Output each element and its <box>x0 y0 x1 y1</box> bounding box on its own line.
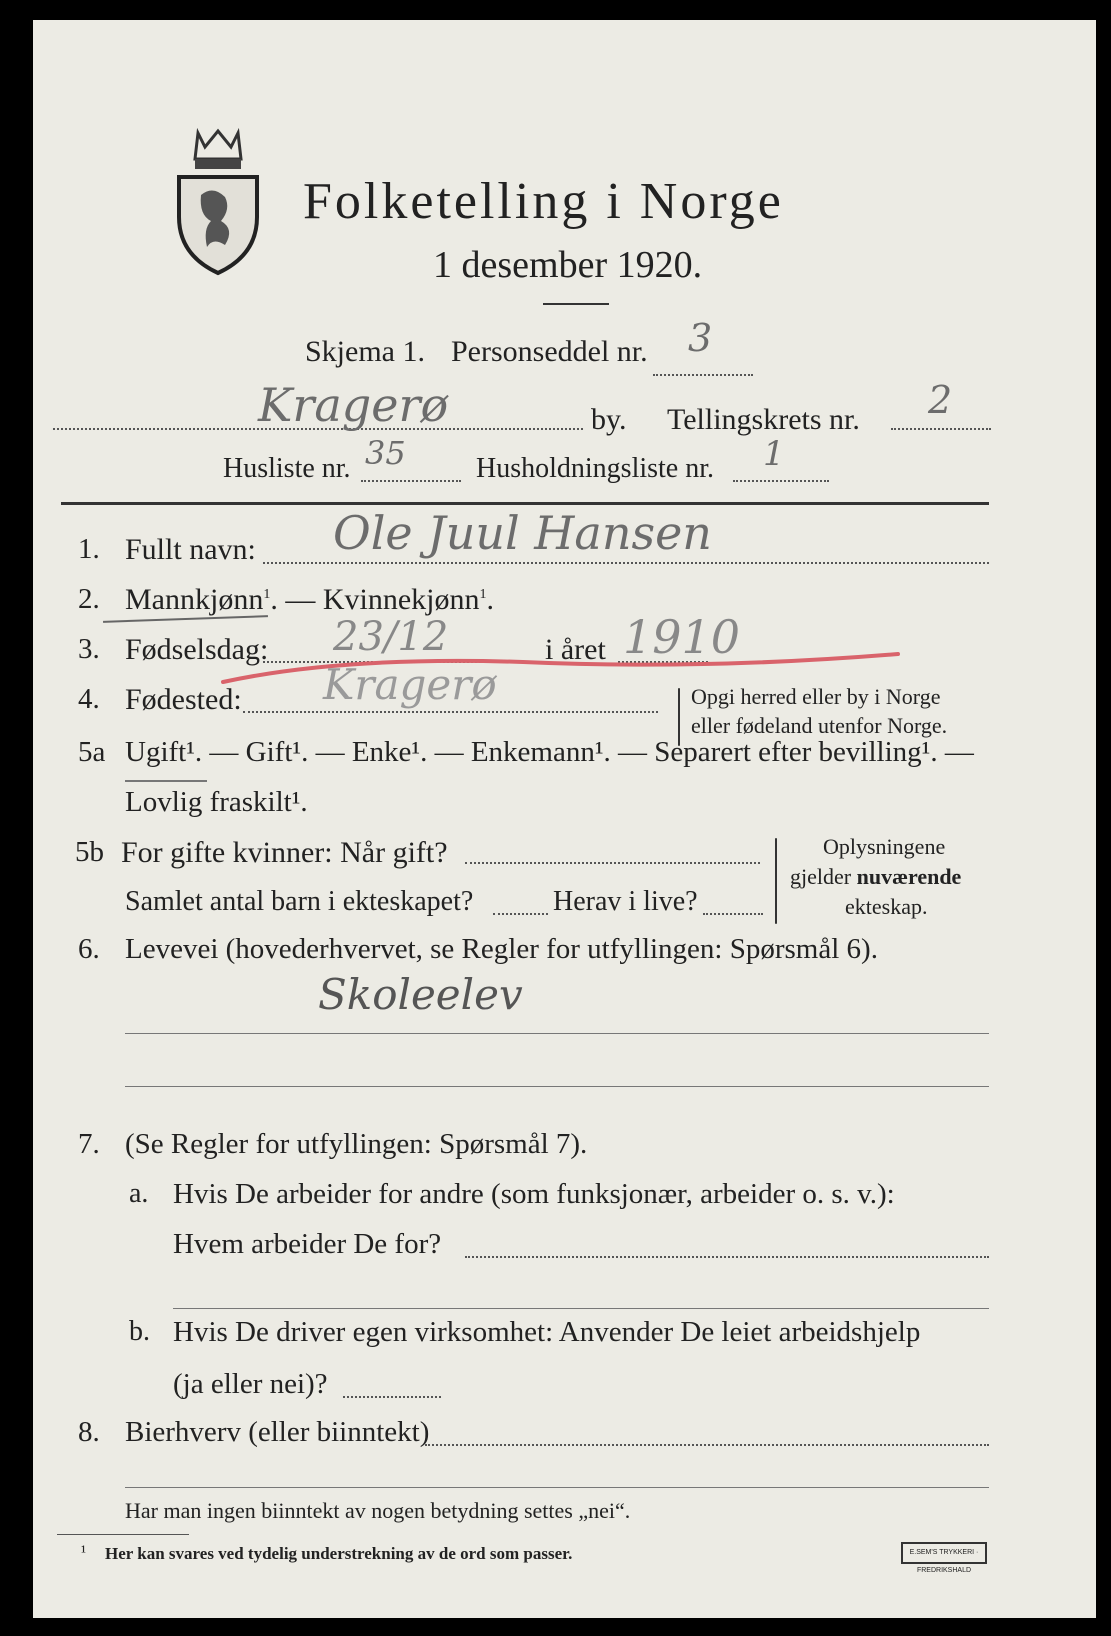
q7a-line2 <box>173 1308 989 1309</box>
q6-value-occupation[interactable]: Skoleelev <box>318 970 523 1019</box>
q5b-note-gjelder: gjelder <box>790 864 857 889</box>
q5b-alive-line <box>703 913 763 915</box>
personseddel-line <box>653 374 753 376</box>
skjema-label: Skjema 1. <box>305 335 425 368</box>
q2-options: Mannkjønn$^1$. — Kvinnekjønn$^1$. <box>125 583 494 616</box>
husholdning-value[interactable]: 1 <box>763 434 785 474</box>
q5b-note-bracket <box>775 838 777 924</box>
q7b-letter: b. <box>129 1316 150 1347</box>
q7b-label: Hvis De driver egen virksomhet: Anvender De leiet arbeidshjelp <box>173 1316 921 1348</box>
q1-label: Fullt navn: <box>125 533 256 566</box>
q8-note: Har man ingen biinntekt av nogen betydning settes „nei“. <box>125 1498 631 1523</box>
q4-line <box>243 711 658 713</box>
q5b-note-line1: Oplysningene <box>823 834 946 859</box>
q4-number: 4. <box>78 683 100 715</box>
q3-year-value[interactable]: 1910 <box>623 610 741 664</box>
form-date: 1 desember 1920. <box>433 244 703 286</box>
census-form-page <box>33 20 1096 1618</box>
q8-line2 <box>125 1487 989 1488</box>
by-value[interactable]: Kragerø <box>258 378 449 432</box>
q7a-label: Hvis De arbeider for andre (som funksjonær, arbeider o. s. v.): <box>173 1178 895 1210</box>
printer-stamp: E.SEM'S TRYKKERI · FREDRIKSHALD <box>901 1542 987 1564</box>
footnote-rule <box>57 1534 189 1535</box>
q3-number: 3. <box>78 633 100 665</box>
q7a-employer-line <box>465 1256 989 1258</box>
q5b-note-current: nuværende <box>856 864 962 889</box>
q5a-options[interactable]: Ugift¹. — Gift¹. — Enke¹. — Enkemann¹. — Separert efter bevilling¹. — <box>125 736 974 768</box>
q5b-label-children: Samlet antal barn i ekteskapet? <box>125 886 474 917</box>
q7b-label2: (ja eller nei)? <box>173 1368 328 1400</box>
personseddel-value[interactable]: 3 <box>688 316 713 360</box>
q4-note-line1: Opgi herred eller by i Norge <box>691 684 941 709</box>
q5a-options-line2[interactable]: Lovlig fraskilt¹. <box>125 786 308 818</box>
q3-value-birthday[interactable]: 23/12 <box>333 614 449 660</box>
tellingskrets-label: Tellingskrets nr. <box>667 403 860 436</box>
q7-label: (Se Regler for utfyllingen: Spørsmål 7). <box>125 1128 588 1160</box>
q5a-ugift-underline <box>125 780 207 782</box>
q2-number: 2. <box>78 583 100 615</box>
q2-female-option[interactable]: Kvinnekjønn <box>322 583 480 616</box>
header-rule <box>61 502 989 505</box>
husliste-line <box>361 480 461 482</box>
form-title: Folketelling i Norge <box>303 173 784 230</box>
husliste-label: Husliste nr. <box>223 453 351 484</box>
q7a-letter: a. <box>129 1178 149 1209</box>
tellingskrets-line <box>891 428 991 430</box>
q5b-children-line <box>493 913 548 915</box>
q2-male-option[interactable]: Mannkjønn <box>125 583 264 616</box>
husholdning-label: Husholdningsliste nr. <box>476 453 715 484</box>
q8-label: Bierhverv (eller biinntekt) <box>125 1416 430 1448</box>
husliste-value[interactable]: 35 <box>365 434 406 472</box>
q6-label: Levevei (hovederhvervet, se Regler for utfyllingen: Spørsmål 6). <box>125 933 878 965</box>
q5b-label-alive: Herav i live? <box>553 886 698 917</box>
q3-label: Fødselsdag: <box>125 633 269 666</box>
q8-line <box>425 1444 989 1446</box>
q2-separator: . — <box>270 583 323 616</box>
norwegian-coat-of-arms-icon <box>173 125 263 275</box>
q4-label: Fødested: <box>125 683 242 716</box>
q5b-note-line3: ekteskap. <box>845 894 928 919</box>
q5b-number: 5b <box>75 836 104 868</box>
by-label: by. <box>591 403 627 436</box>
husholdning-line <box>733 480 829 482</box>
q4-value-birthplace[interactable]: Kragerø <box>323 660 497 709</box>
q5b-note-line2 <box>790 864 961 890</box>
q6-number: 6. <box>78 933 100 965</box>
footnote-text: Her kan svares ved tydelig understrekning av de ord som passer. <box>105 1544 573 1563</box>
q1-line <box>263 562 989 564</box>
q1-value-full-name[interactable]: Ole Juul Hansen <box>333 506 712 560</box>
q4-note-line2: eller fødeland utenfor Norge. <box>691 713 948 738</box>
footnote-mark: ¹ <box>81 1542 87 1561</box>
title-divider <box>543 303 609 305</box>
q7-number: 7. <box>78 1128 100 1160</box>
q6-line2 <box>125 1086 989 1087</box>
q5b-married-line <box>465 862 760 864</box>
personseddel-label: Personseddel nr. <box>451 335 648 368</box>
q5b-label-when-married: For gifte kvinner: Når gift? <box>121 836 448 869</box>
q7a-label2: Hvem arbeider De for? <box>173 1228 442 1260</box>
q8-number: 8. <box>78 1416 100 1448</box>
q3-year-label: i året <box>545 633 606 666</box>
tellingskrets-value[interactable]: 2 <box>928 378 953 422</box>
q7b-answer-line <box>343 1396 441 1398</box>
q5a-number: 5a <box>78 736 106 768</box>
q1-number: 1. <box>78 533 100 565</box>
q6-line1 <box>125 1033 989 1034</box>
